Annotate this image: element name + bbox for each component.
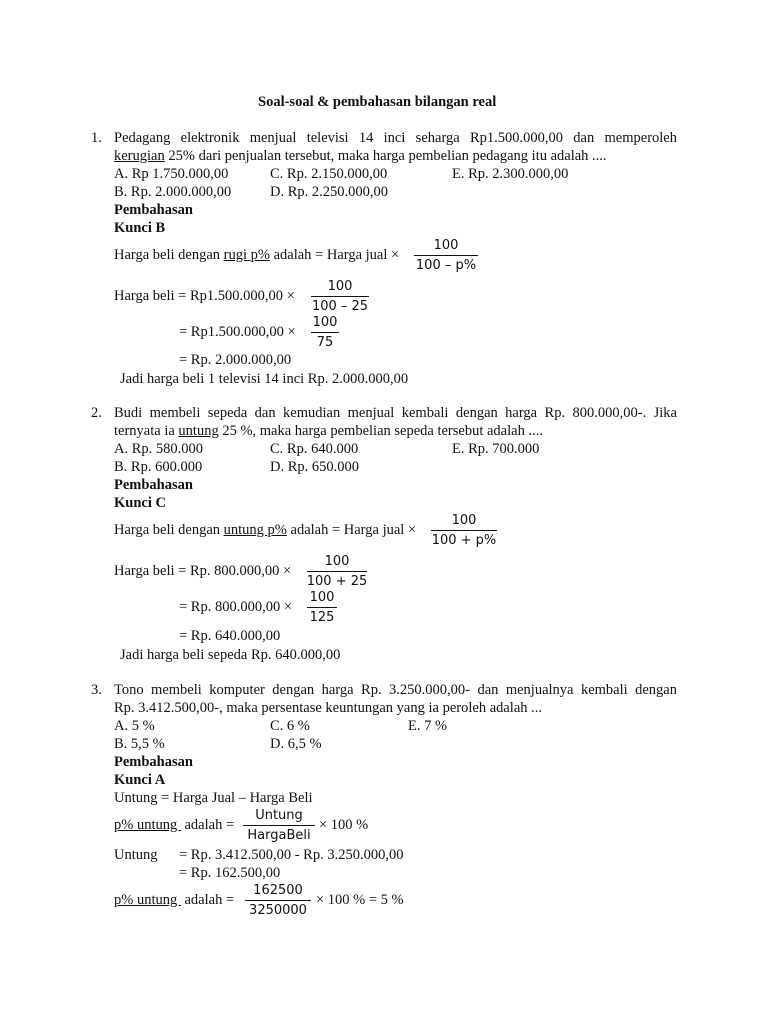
- q2-option-b: B. Rp. 600.000: [114, 459, 203, 475]
- q3-result-line: [114, 891, 234, 909]
- q1-formula-pre: Harga beli dengan: [114, 247, 224, 263]
- q2-text-line1: Budi membeli sepeda dan kemudian menjual kembali dengan harga Rp. 800.000,00-. Jika: [114, 405, 677, 421]
- q1-fraction-2-den: 100 – 25: [311, 299, 369, 314]
- q2-number: 2.: [91, 405, 102, 421]
- q1-text-line2-rest: 25% dari penjualan tersebut, maka harga pembelian pedagang itu adalah ....: [164, 148, 607, 164]
- q1-step3: = Rp. 2.000.000,00: [179, 352, 292, 368]
- q3-kunci: Kunci A: [114, 772, 166, 788]
- q3-number: 3.: [91, 682, 102, 698]
- q1-option-b: B. Rp. 2.000.000,00: [114, 184, 232, 200]
- q3-fraction-1-num: Untung: [255, 808, 303, 823]
- q2-fraction-3-num: 100: [309, 590, 335, 605]
- q1-fraction-2-num: 100: [327, 279, 353, 294]
- q2-fraction-2: [307, 553, 367, 590]
- q1-number: 1.: [91, 130, 102, 146]
- q2-text-line2-rest: 25 %, maka harga pembelian sepeda tersebut adalah ....: [218, 423, 543, 439]
- q1-pembahasan-heading: Pembahasan: [114, 202, 193, 218]
- q3-rumus: Untung = Harga Jual – Harga Beli: [114, 790, 313, 806]
- q3-formula-line: [114, 816, 234, 834]
- q3-untung-label: Untung: [114, 847, 158, 863]
- q3-result: × 100 % = 5 %: [316, 892, 404, 908]
- q1-fraction-1-num: 100: [433, 238, 459, 253]
- q3-text-line1: Tono membeli komputer dengan harga Rp. 3.250.000,00- dan menjualnya kembali dengan: [114, 682, 677, 698]
- q3-untung-step1: = Rp. 3.412.500,00 - Rp. 3.250.000,00: [179, 847, 404, 863]
- q3-untung-step2: = Rp. 162.500,00: [179, 865, 281, 881]
- q2-fraction-3: [307, 589, 337, 626]
- q1-kunci: Kunci B: [114, 220, 166, 236]
- q1-fraction-3-num: 100: [312, 315, 338, 330]
- q2-option-c: C. Rp. 640.000: [270, 441, 359, 457]
- q1-step1: Harga beli = Rp1.500.000,00 ×: [114, 288, 295, 304]
- q2-fraction-3-den: 125: [309, 610, 335, 625]
- q2-formula: [114, 521, 416, 539]
- q2-step2: = Rp. 800.000,00 ×: [179, 599, 293, 615]
- q2-fraction-1-num: 100: [451, 513, 477, 528]
- q2-step1: Harga beli = Rp. 800.000,00 ×: [114, 563, 292, 579]
- q1-option-a: A. Rp 1.750.000,00: [114, 166, 229, 182]
- q3-adalah-2: adalah =: [180, 892, 235, 908]
- q1-formula-rugi: rugi p%: [223, 247, 270, 263]
- q1-keyword-kerugian: kerugian: [114, 148, 165, 164]
- q2-conclusion: Jadi harga beli sepeda Rp. 640.000,00: [120, 647, 341, 663]
- q2-fraction-2-den: 100 + 25: [306, 574, 368, 589]
- q1-option-c: C. Rp. 2.150.000,00: [270, 166, 388, 182]
- q3-pembahasan-heading: Pembahasan: [114, 754, 193, 770]
- q2-text-line2-pre: ternyata ia: [114, 423, 179, 439]
- q3-option-d: D. 6,5 %: [270, 736, 322, 752]
- q2-keyword-untung: untung: [178, 423, 219, 439]
- q2-fraction-1-den: 100 + p%: [431, 533, 497, 548]
- q2-text-line2: [114, 422, 543, 440]
- q1-fraction-2: [311, 278, 369, 315]
- q1-formula: [114, 246, 399, 264]
- q1-fraction-3: [311, 314, 339, 351]
- q3-option-a: A. 5 %: [114, 718, 155, 734]
- q1-text-line1: Pedagang elektronik menjual televisi 14 inci seharga Rp1.500.000,00 dan memperoleh: [114, 130, 677, 146]
- q2-formula-untung: untung p%: [223, 522, 287, 538]
- q1-conclusion: Jadi harga beli 1 televisi 14 inci Rp. 2.000.000,00: [120, 371, 409, 387]
- q3-fraction-2-den: 3250000: [249, 903, 307, 918]
- document-title: Soal-soal & pembahasan bilangan real: [258, 94, 497, 110]
- q1-option-e: E. Rp. 2.300.000,00: [452, 166, 569, 182]
- q2-formula-pre: Harga beli dengan: [114, 522, 224, 538]
- q1-option-d: D. Rp. 2.250.000,00: [270, 184, 389, 200]
- q2-formula-post: adalah = Harga jual ×: [286, 522, 417, 538]
- q1-formula-post: adalah = Harga jual ×: [269, 247, 400, 263]
- q2-fraction-1: [431, 512, 497, 549]
- q1-step2: = Rp1.500.000,00 ×: [179, 324, 296, 340]
- q1-fraction-3-den: 75: [316, 335, 334, 350]
- q2-option-a: A. Rp. 580.000: [114, 441, 204, 457]
- q1-fraction-1: [414, 237, 478, 274]
- q3-times-100: × 100 %: [319, 817, 369, 833]
- q1-text-line2: [114, 147, 607, 165]
- q3-fraction-1: [243, 807, 315, 844]
- q3-fraction-2-num: 162500: [253, 883, 303, 898]
- q3-text-line2: Rp. 3.412.500,00-, maka persentase keuntungan yang ia peroleh adalah ...: [114, 700, 543, 716]
- q3-fraction-1-den: HargaBeli: [247, 828, 311, 843]
- q3-p-untung-label-2: p% untung: [114, 892, 181, 908]
- q2-option-d: D. Rp. 650.000: [270, 459, 360, 475]
- q3-option-b: B. 5,5 %: [114, 736, 165, 752]
- q3-option-e: E. 7 %: [408, 718, 448, 734]
- q3-adalah-1: adalah =: [180, 817, 235, 833]
- q3-option-c: C. 6 %: [270, 718, 310, 734]
- q3-p-untung-label: p% untung: [114, 817, 181, 833]
- q1-fraction-1-den: 100 – p%: [415, 258, 477, 273]
- q2-pembahasan-heading: Pembahasan: [114, 477, 193, 493]
- q2-option-e: E. Rp. 700.000: [452, 441, 540, 457]
- q2-step3: = Rp. 640.000,00: [179, 628, 281, 644]
- q2-fraction-2-num: 100: [324, 554, 350, 569]
- q2-kunci: Kunci C: [114, 495, 166, 511]
- q3-fraction-2: [245, 882, 311, 919]
